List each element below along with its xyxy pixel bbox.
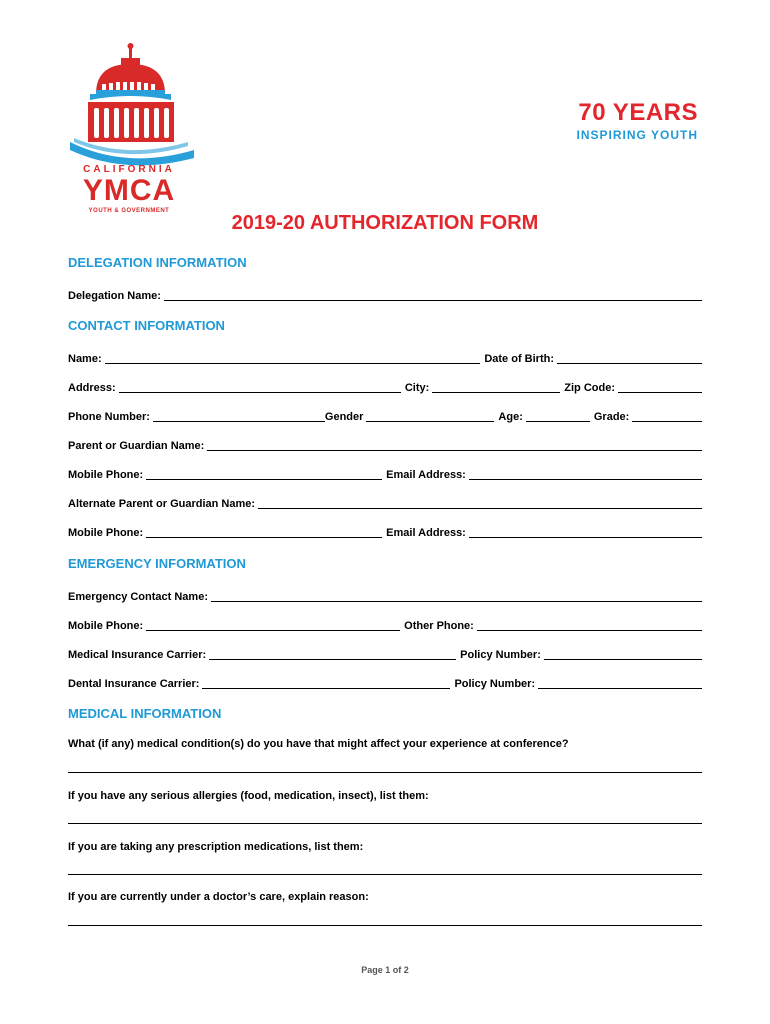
doctor-care-answer-field[interactable] <box>68 925 702 926</box>
zip-field[interactable] <box>618 380 702 393</box>
page-number: Page 1 of 2 <box>361 965 409 975</box>
emergency-mobile-field[interactable] <box>146 618 400 631</box>
age-field[interactable] <box>526 409 590 422</box>
delegation-name-label: Delegation Name: <box>68 290 161 302</box>
email1-label: Email Address: <box>386 469 466 481</box>
mobile1-label: Mobile Phone: <box>68 469 144 481</box>
name-field[interactable] <box>105 351 481 364</box>
city-label: City: <box>404 382 430 394</box>
policy1-field[interactable] <box>544 647 702 660</box>
phone-row <box>68 407 702 423</box>
medical-carrier-label: Medical Insurance Carrier: <box>68 649 207 661</box>
medical-question-doctor-care: If you are currently under a doctor’s care, explain reason: <box>68 891 369 903</box>
anniversary-badge <box>577 100 698 142</box>
dental-insurance-row <box>68 674 702 690</box>
emergency-contact-label: Emergency Contact Name: <box>68 591 208 603</box>
anniversary-years: 70 YEARS <box>578 99 698 126</box>
email2-field[interactable] <box>469 525 702 538</box>
city-field[interactable] <box>432 380 560 393</box>
email2-label: Email Address: <box>386 527 466 539</box>
parent-row <box>68 436 702 452</box>
dob-field[interactable] <box>557 351 702 364</box>
email1-field[interactable] <box>469 467 702 480</box>
medical-insurance-row <box>68 645 702 661</box>
other-phone-field[interactable] <box>477 618 702 631</box>
capitol-dome-icon <box>66 42 201 167</box>
dob-label: Date of Birth: <box>484 353 554 365</box>
age-label: Age: <box>498 411 523 423</box>
medical-question-allergies: If you have any serious allergies (food, medication, insect), list them: <box>68 790 429 802</box>
address-label: Address: <box>68 382 116 394</box>
mobile1-field[interactable] <box>146 467 382 480</box>
address-field[interactable] <box>119 380 401 393</box>
allergies-answer-field[interactable] <box>68 823 702 824</box>
name-label: Name: <box>68 353 102 365</box>
policy2-field[interactable] <box>538 676 702 689</box>
delegation-name-row <box>68 286 702 302</box>
contact-heading: CONTACT INFORMATION <box>68 318 225 333</box>
medical-question-medications: If you are taking any prescription medications, list them: <box>68 841 364 853</box>
form-title: 2019-20 AUTHORIZATION FORM <box>231 212 539 234</box>
medical-heading: MEDICAL INFORMATION <box>68 706 222 721</box>
alt-parent-row <box>68 494 702 510</box>
emergency-contact-row <box>68 587 702 603</box>
medical-question-conditions: What (if any) medical condition(s) do you have that might affect your experience at conference? <box>68 738 569 750</box>
logo-program-text: YOUTH & GOVERNMENT <box>88 208 170 214</box>
gender-label: Gender <box>324 411 364 423</box>
gender-field[interactable] <box>366 409 494 422</box>
policy2-label: Policy Number: <box>454 678 536 690</box>
grade-label: Grade: <box>593 411 630 423</box>
mobile2-row <box>68 523 702 539</box>
anniversary-tagline: INSPIRING YOUTH <box>576 128 698 142</box>
conditions-answer-field[interactable] <box>68 772 702 773</box>
delegation-name-field[interactable] <box>164 288 702 301</box>
emergency-contact-field[interactable] <box>211 589 702 602</box>
zip-label: Zip Code: <box>564 382 615 394</box>
phone-field[interactable] <box>153 409 325 422</box>
phone-label: Phone Number: <box>68 411 150 423</box>
medications-answer-field[interactable] <box>68 874 702 875</box>
logo-state-text: CALIFORNIA <box>83 164 175 175</box>
dental-carrier-field[interactable] <box>202 676 450 689</box>
dental-carrier-label: Dental Insurance Carrier: <box>68 678 200 690</box>
grade-field[interactable] <box>632 409 702 422</box>
other-phone-label: Other Phone: <box>404 620 474 632</box>
mobile2-label: Mobile Phone: <box>68 527 144 539</box>
emergency-phone-row <box>68 616 702 632</box>
medical-carrier-field[interactable] <box>209 647 456 660</box>
mobile2-field[interactable] <box>146 525 382 538</box>
mobile1-row <box>68 465 702 481</box>
logo-ymca-text: YMCA <box>82 174 176 207</box>
delegation-heading: DELEGATION INFORMATION <box>68 255 247 270</box>
ymca-logo <box>66 42 201 217</box>
address-row <box>68 378 702 394</box>
alt-parent-field[interactable] <box>258 496 702 509</box>
emergency-heading: EMERGENCY INFORMATION <box>68 556 246 571</box>
policy1-label: Policy Number: <box>460 649 541 661</box>
name-row <box>68 349 702 365</box>
alt-parent-label: Alternate Parent or Guardian Name: <box>68 498 256 510</box>
emergency-mobile-label: Mobile Phone: <box>68 620 144 632</box>
parent-field[interactable] <box>207 438 702 451</box>
parent-label: Parent or Guardian Name: <box>68 440 205 452</box>
